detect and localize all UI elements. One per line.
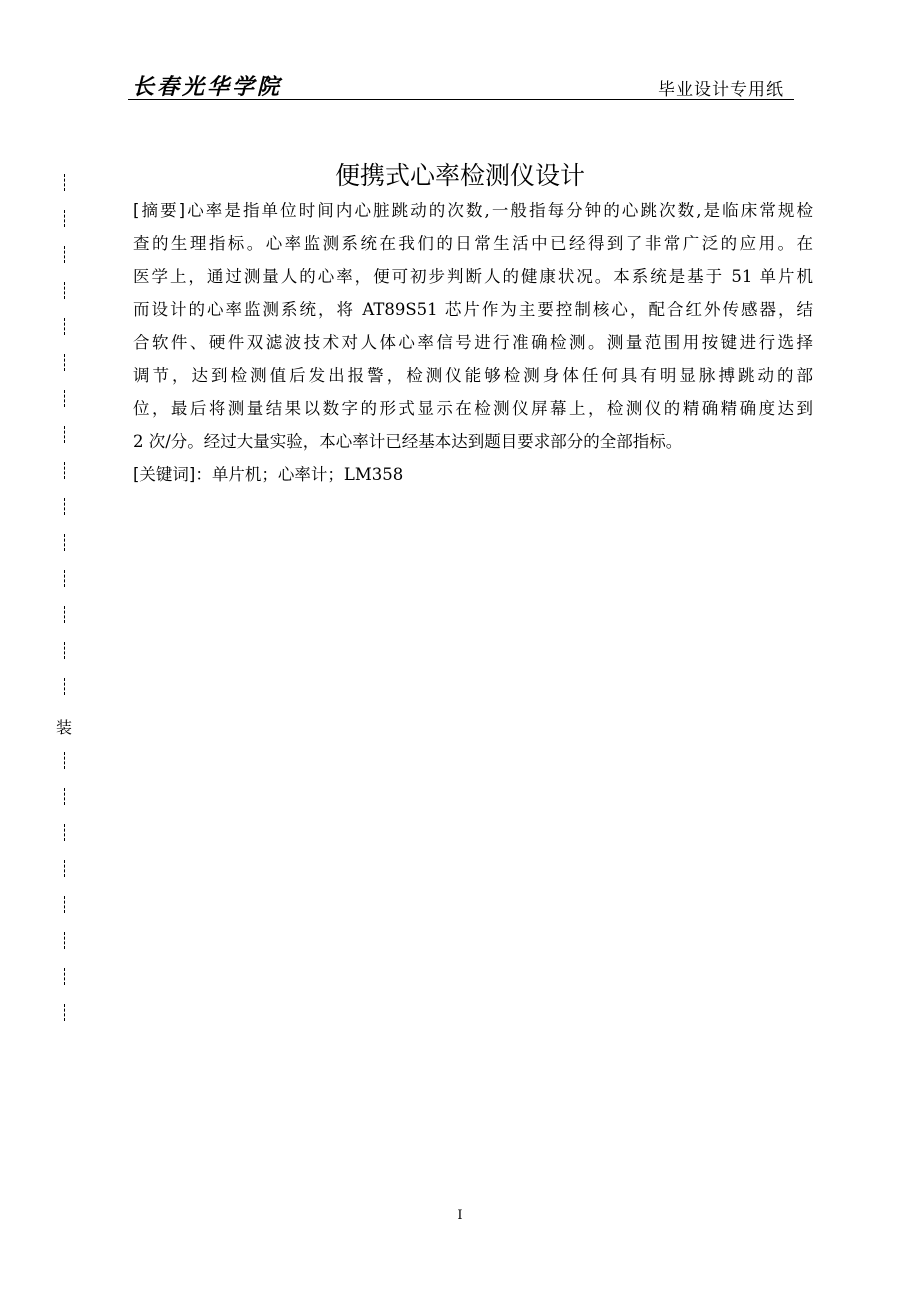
abstract-section bbox=[133, 194, 813, 491]
abstract-text: 心率是指单位时间内心脏跳动的次数,一般指每分钟的心跳次数,是临床常规检 bbox=[185, 201, 813, 220]
binding-dash bbox=[64, 534, 65, 551]
binding-dash bbox=[64, 426, 65, 443]
abstract-line: 2 次/分。经过大量实验，本心率计已经基本达到题目要求部分的全部指标。 bbox=[133, 432, 683, 451]
abstract-line: 位，最后将测量结果以数字的形式显示在检测仪屏幕上，检测仪的精确精确度达到 bbox=[133, 399, 813, 418]
keywords-text: ：单片机；心率计；LM358 bbox=[195, 465, 404, 484]
binding-dash bbox=[64, 462, 65, 479]
keywords-label: [关键词] bbox=[133, 465, 196, 484]
binding-dash bbox=[64, 210, 65, 227]
binding-dash bbox=[64, 788, 65, 805]
binding-dash bbox=[64, 860, 65, 877]
binding-dash bbox=[64, 642, 65, 659]
binding-line bbox=[56, 168, 74, 1028]
binding-dash bbox=[64, 678, 65, 695]
binding-dash bbox=[64, 932, 65, 949]
page-number: I bbox=[457, 1208, 463, 1223]
binding-dash bbox=[64, 968, 65, 985]
binding-dash bbox=[64, 282, 65, 299]
binding-dash bbox=[64, 606, 65, 623]
binding-dash bbox=[64, 390, 65, 407]
header-rule bbox=[128, 99, 794, 100]
page-title: 便携式心率检测仪设计 bbox=[334, 161, 585, 190]
binding-dash bbox=[64, 752, 65, 769]
school-name: 长春光华学院 bbox=[132, 74, 283, 100]
abstract-line: 合软件、硬件双滤波技术对人体心率信号进行准确检测。测量范围用按键进行选择 bbox=[133, 333, 813, 352]
abstract-line bbox=[133, 194, 813, 227]
binding-dash bbox=[64, 824, 65, 841]
binding-dash bbox=[64, 498, 65, 515]
binding-dash bbox=[64, 318, 65, 335]
binding-dash bbox=[64, 896, 65, 913]
abstract-line: 而设计的心率监测系统，将 AT89S51 芯片作为主要控制核心，配合红外传感器，结 bbox=[133, 300, 813, 319]
abstract-line: 医学上，通过测量人的心率，便可初步判断人的健康状况。本系统是基于 51 单片机 bbox=[133, 267, 813, 286]
binding-char: 装 bbox=[56, 718, 73, 737]
binding-dash bbox=[64, 570, 65, 587]
binding-dash bbox=[64, 246, 65, 263]
keywords-line bbox=[133, 458, 813, 491]
binding-dash bbox=[64, 1004, 65, 1021]
abstract-label: [摘要] bbox=[133, 201, 186, 220]
abstract-line: 调节，达到检测值后发出报警，检测仪能够检测身体任何具有明显脉搏跳动的部 bbox=[133, 366, 813, 385]
binding-dash bbox=[64, 354, 65, 371]
paper-type-label: 毕业设计专用纸 bbox=[658, 80, 784, 100]
abstract-line: 查的生理指标。心率监测系统在我们的日常生活中已经得到了非常广泛的应用。在 bbox=[133, 234, 813, 253]
